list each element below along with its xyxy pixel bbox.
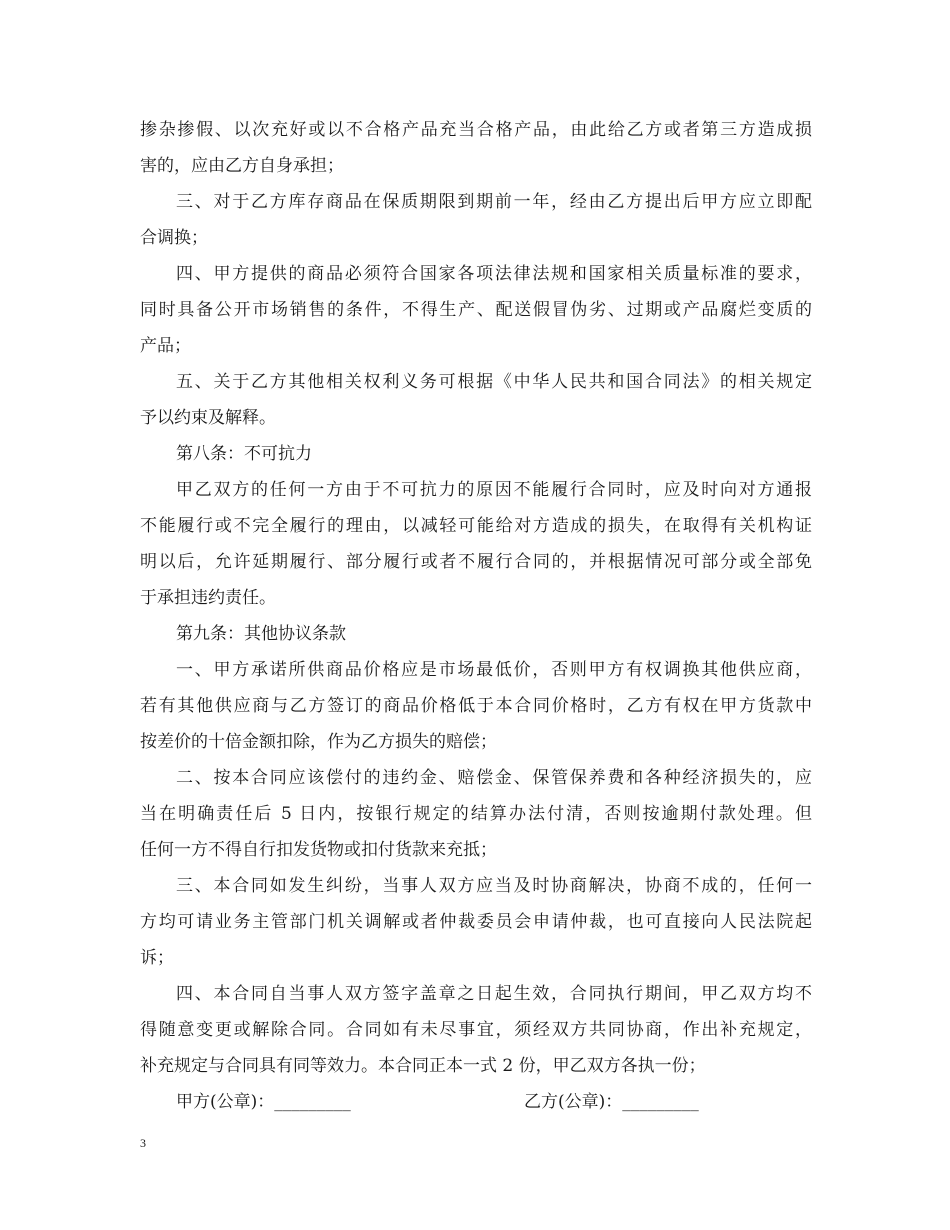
party-a-signature: 甲方(公章)：_________	[176, 1092, 351, 1112]
text-line: 三、对于乙方库存商品在保质期限到期前一年，经由乙方提出后甲方应立即配	[176, 192, 812, 212]
text-line: 四、甲方提供的商品必须符合国家各项法律法规和国家相关质量标准的要求，	[176, 264, 812, 284]
text-line: 第九条：其他协议条款	[176, 624, 346, 644]
signature-row	[140, 1084, 812, 1120]
text-line: 五、关于乙方其他相关权利义务可根据《中华人民共和国合同法》的相关规定	[176, 372, 812, 392]
text-line: 产品；	[140, 336, 191, 356]
text-line: 当在明确责任后 5 日内，按银行规定的结算办法付清，否则按逾期付款处理。但	[140, 804, 812, 824]
text-line: 补充规定与合同具有同等效力。本合同正本一式 2 份，甲乙双方各执一份；	[140, 1056, 706, 1076]
text-line: 予以约束及解释。	[140, 408, 276, 428]
text-line: 掺杂掺假、以次充好或以不合格产品充当合格产品，由此给乙方或者第三方造成损	[140, 120, 812, 140]
text-line: 不能履行或不完全履行的理由，以减轻可能给对方造成的损失，在取得有关机构证	[140, 516, 812, 536]
text-line: 甲乙双方的任何一方由于不可抗力的原因不能履行合同时，应及时向对方通报	[176, 480, 812, 500]
text-line: 明以后，允许延期履行、部分履行或者不履行合同的，并根据情况可部分或全部免	[140, 552, 812, 572]
text-line: 若有其他供应商与乙方签订的商品价格低于本合同价格时，乙方有权在甲方货款中	[140, 696, 812, 716]
text-line: 任何一方不得自行扣发货物或扣付货款来充抵；	[140, 840, 497, 860]
text-line: 诉；	[140, 948, 174, 968]
text-line: 四、本合同自当事人双方签字盖章之日起生效，合同执行期间，甲乙双方均不	[176, 984, 812, 1004]
text-line: 第八条：不可抗力	[176, 444, 312, 464]
text-line: 二、按本合同应该偿付的违约金、赔偿金、保管保养费和各种经济损失的，应	[176, 768, 812, 788]
text-line: 于承担违约责任。	[140, 588, 276, 608]
contract-text	[140, 112, 812, 1084]
text-line: 得随意变更或解除合同。合同如有未尽事宜，须经双方共同协商，作出补充规定，	[140, 1020, 812, 1040]
text-line: 一、甲方承诺所供商品价格应是市场最低价，否则甲方有权调换其他供应商，	[176, 660, 812, 680]
document-body	[140, 112, 812, 1120]
party-b-signature: 乙方(公章)：_________	[524, 1092, 699, 1112]
text-line: 方均可请业务主管部门机关调解或者仲裁委员会申请仲裁，也可直接向人民法院起	[140, 912, 812, 932]
text-line: 按差价的十倍金额扣除，作为乙方损失的赔偿；	[140, 732, 497, 752]
text-line: 合调换；	[140, 228, 208, 248]
text-line: 三、本合同如发生纠纷，当事人双方应当及时协商解决，协商不成的，任何一	[176, 876, 812, 896]
page-number: 3	[140, 1136, 146, 1150]
text-line: 同时具备公开市场销售的条件，不得生产、配送假冒伪劣、过期或产品腐烂变质的	[140, 300, 812, 320]
text-line: 害的，应由乙方自身承担；	[140, 156, 344, 176]
